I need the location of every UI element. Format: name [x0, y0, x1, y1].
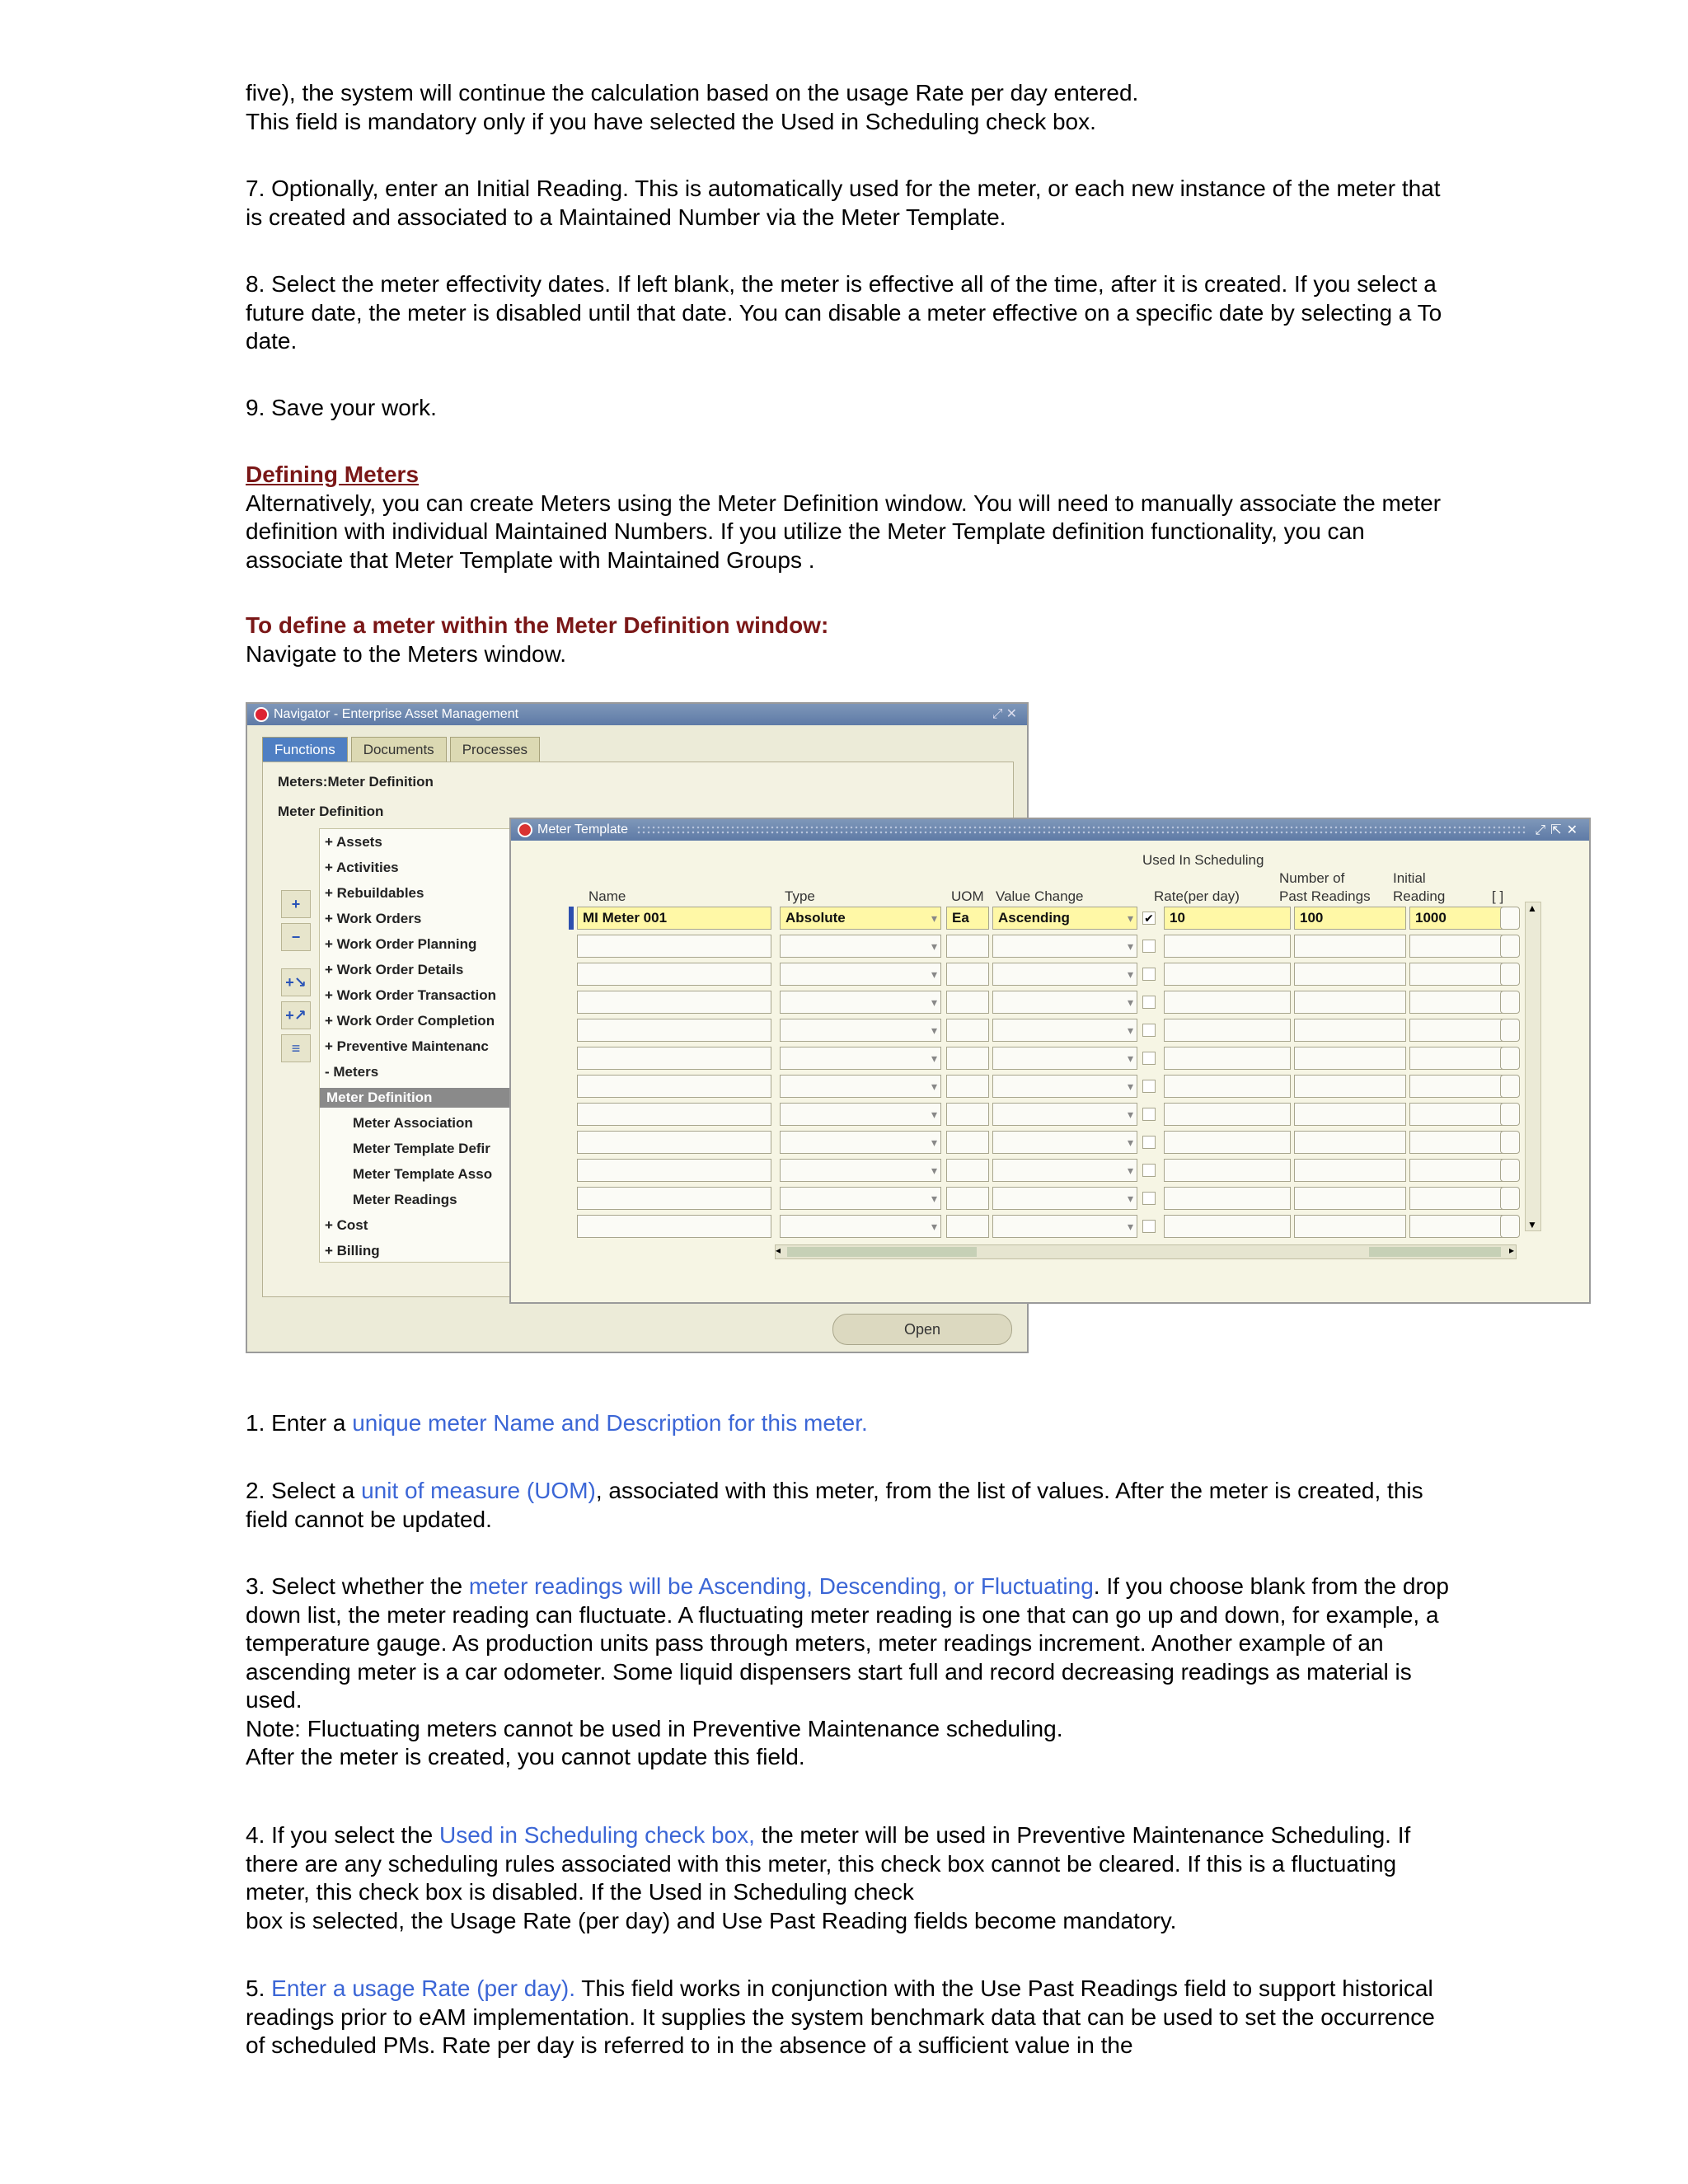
horizontal-scrollbar[interactable] — [775, 1244, 1517, 1259]
tree-item[interactable]: Meter Template Defir — [353, 1141, 490, 1156]
row-flex-cell[interactable] — [1500, 935, 1520, 958]
header-uom: UOM — [951, 888, 984, 904]
empty-cell[interactable] — [577, 1047, 771, 1070]
step-8: 8. Select the meter effectivity dates. If left blank, the meter is effective all of the time, after it is created. If you select a future date, the meter is disabled until that date. You can disable a meter effective on a specific date by selecting a To date. — [246, 271, 1442, 354]
header-used-in-scheduling: Used In Scheduling — [1142, 852, 1264, 868]
empty-cell[interactable] — [1164, 935, 1291, 958]
empty-cell[interactable] — [780, 1159, 941, 1182]
empty-cell[interactable] — [577, 1019, 771, 1042]
step-1-highlight: unique meter Name and Description for this meter. — [352, 1410, 868, 1436]
scroll-right-icon[interactable]: ▸ — [1508, 1244, 1514, 1256]
empty-cell[interactable] — [946, 1187, 989, 1210]
empty-cell[interactable] — [946, 1103, 989, 1126]
empty-cell[interactable] — [1409, 935, 1508, 958]
step-2-highlight: unit of measure (UOM) — [361, 1478, 596, 1503]
empty-cell[interactable] — [1294, 935, 1406, 958]
scroll-up-icon[interactable]: ▲ — [1527, 902, 1537, 914]
row-flex-cell[interactable] — [1500, 907, 1520, 930]
header-reading: Reading — [1393, 888, 1446, 904]
header-type: Type — [785, 888, 815, 904]
expand-all-icon[interactable]: +↗ — [281, 1001, 311, 1029]
vertical-scrollbar[interactable] — [1525, 902, 1541, 1231]
section-title: Defining Meters — [246, 462, 420, 487]
empty-cell[interactable] — [780, 935, 941, 958]
empty-cell[interactable] — [992, 1047, 1137, 1070]
step-2-rest: , associated with this meter, from the list of values. After the meter is created, this field cannot be updated. — [246, 1478, 1423, 1532]
empty-cell[interactable] — [1294, 1047, 1406, 1070]
empty-cell[interactable] — [1409, 1103, 1508, 1126]
empty-cell[interactable] — [992, 1075, 1137, 1098]
step-3-highlight: meter readings will be Ascending, Descending, or Fluctuating — [468, 1573, 1094, 1599]
empty-cell[interactable] — [1409, 963, 1508, 986]
used-in-scheduling-checkbox[interactable]: ✔ — [1142, 912, 1156, 925]
navigator-tabs — [262, 737, 540, 762]
row-flex-cell[interactable] — [1500, 1019, 1520, 1042]
empty-cell[interactable] — [1409, 1159, 1508, 1182]
row-flex-cell[interactable] — [1500, 1159, 1520, 1182]
meter-template-titlebar — [511, 819, 1589, 841]
used-in-scheduling-checkbox[interactable] — [1142, 1164, 1156, 1177]
titlebar-pattern — [636, 825, 1526, 835]
step-3-text: 3. Select whether the — [246, 1573, 469, 1599]
step-4 — [246, 1821, 1449, 1907]
empty-cell[interactable] — [992, 1103, 1137, 1126]
empty-cell[interactable] — [992, 935, 1137, 958]
empty-cell[interactable] — [780, 1215, 941, 1238]
intro-block — [246, 79, 1449, 136]
intro-line-2: This field is mandatory only if you have selected the Used in Scheduling check box. — [246, 108, 1096, 134]
row-flex-cell[interactable] — [1500, 1075, 1520, 1098]
empty-cell[interactable] — [577, 935, 771, 958]
header-initial: Initial — [1393, 870, 1426, 886]
empty-cell[interactable] — [992, 991, 1137, 1014]
used-in-scheduling-checkbox[interactable] — [1142, 1136, 1156, 1149]
empty-cell[interactable] — [946, 991, 989, 1014]
empty-cell[interactable] — [577, 1103, 771, 1126]
empty-cell[interactable] — [1294, 963, 1406, 986]
tree-item[interactable]: + Cost — [325, 1217, 368, 1233]
header-rate: Rate(per day) — [1154, 888, 1240, 904]
used-in-scheduling-checkbox[interactable] — [1142, 1108, 1156, 1121]
step-4-highlight: Used in Scheduling check box, — [439, 1822, 755, 1848]
empty-cell[interactable] — [992, 1215, 1137, 1238]
tree-item[interactable]: + Work Orders — [325, 911, 422, 926]
empty-cell[interactable] — [780, 1047, 941, 1070]
cell-uom[interactable]: Ea — [946, 907, 989, 930]
used-in-scheduling-checkbox[interactable] — [1142, 1080, 1156, 1093]
tree-item[interactable]: + Work Order Details — [325, 962, 464, 977]
scroll-thumb[interactable] — [787, 1247, 977, 1257]
step-5 — [246, 1975, 1449, 2060]
empty-cell[interactable] — [1294, 1159, 1406, 1182]
used-in-scheduling-checkbox[interactable] — [1142, 1052, 1156, 1065]
empty-cell[interactable] — [1164, 1075, 1291, 1098]
empty-cell[interactable] — [1164, 991, 1291, 1014]
empty-cell[interactable] — [1164, 1159, 1291, 1182]
row-flex-cell[interactable] — [1500, 963, 1520, 986]
empty-cell[interactable] — [780, 1019, 941, 1042]
used-in-scheduling-checkbox[interactable] — [1142, 996, 1156, 1009]
header-past-readings: Past Readings — [1279, 888, 1371, 904]
tree-item[interactable]: + Billing — [325, 1243, 380, 1258]
empty-cell[interactable] — [1164, 1047, 1291, 1070]
cell-past-readings[interactable]: 100 — [1294, 907, 1406, 930]
intro-line-1: five), the system will continue the calculation based on the usage Rate per day entered. — [246, 80, 1139, 105]
step-1 — [246, 1409, 1449, 1438]
expand-branch-icon[interactable]: +↘ — [281, 968, 311, 996]
empty-cell[interactable] — [1164, 1131, 1291, 1154]
empty-cell[interactable] — [1294, 1187, 1406, 1210]
empty-cell[interactable] — [577, 1131, 771, 1154]
row-flex-cell[interactable] — [1500, 1131, 1520, 1154]
tree-item[interactable]: + Work Order Planning — [325, 936, 477, 952]
step-2 — [246, 1477, 1449, 1534]
empty-cell[interactable] — [1409, 1187, 1508, 1210]
step-4-line-2: box is selected, the Usage Rate (per day) and Use Past Reading fields become mandatory. — [246, 1907, 1177, 1933]
collapse-all-icon[interactable]: ≡ — [281, 1034, 311, 1062]
step-3-after: After the meter is created, you cannot update this field. — [246, 1744, 805, 1769]
navigator-title: Navigator - Enterprise Asset Management — [274, 707, 519, 721]
tree-item[interactable]: - Meters — [325, 1064, 379, 1080]
oracle-icon — [518, 823, 532, 837]
breadcrumb: Meters:Meter Definition — [278, 774, 434, 790]
tree-item[interactable]: Meter Readings — [353, 1192, 457, 1207]
empty-cell[interactable] — [946, 1159, 989, 1182]
cell-type[interactable]: Absolute ▾ — [780, 907, 941, 930]
empty-cell[interactable] — [780, 1131, 941, 1154]
collapse-icon[interactable]: − — [281, 923, 311, 951]
tree-item[interactable]: Meter Association — [353, 1115, 473, 1131]
step-5-text: 5. — [246, 1975, 272, 2001]
tree-item-selected[interactable]: Meter Definition — [320, 1088, 511, 1108]
used-in-scheduling-checkbox[interactable] — [1142, 1220, 1156, 1233]
meter-template-title: Meter Template — [537, 823, 628, 837]
empty-cell[interactable] — [946, 1075, 989, 1098]
empty-cell[interactable] — [946, 1215, 989, 1238]
empty-cell[interactable] — [780, 1187, 941, 1210]
selected-function: Meter Definition — [278, 804, 384, 819]
step-1-text: 1. Enter a — [246, 1410, 353, 1436]
cell-rate[interactable]: 10 — [1164, 907, 1291, 930]
empty-cell[interactable] — [577, 1215, 771, 1238]
tab-documents[interactable]: Documents — [351, 737, 447, 762]
expand-icon[interactable]: + — [281, 890, 311, 918]
scroll-left-icon[interactable]: ◂ — [776, 1244, 781, 1256]
empty-cell[interactable] — [1409, 1047, 1508, 1070]
open-button[interactable]: Open — [832, 1314, 1012, 1345]
screenshot — [246, 702, 1591, 1361]
empty-cell[interactable] — [1294, 1215, 1406, 1238]
tree-item[interactable]: + Work Order Transaction — [325, 987, 497, 1003]
empty-cell[interactable] — [577, 1159, 771, 1182]
empty-cell[interactable] — [1294, 1103, 1406, 1126]
cell-name[interactable]: MI Meter 001 — [577, 907, 771, 930]
tree-item[interactable]: + Rebuildables — [325, 885, 424, 901]
empty-cell[interactable] — [577, 1075, 771, 1098]
step-2-text: 2. Select a — [246, 1478, 362, 1503]
used-in-scheduling-checkbox[interactable] — [1142, 1024, 1156, 1037]
empty-cell[interactable] — [577, 963, 771, 986]
empty-cell[interactable] — [946, 1019, 989, 1042]
scroll-thumb[interactable] — [1369, 1247, 1501, 1257]
empty-cell[interactable] — [1409, 1131, 1508, 1154]
step-9: 9. Save your work. — [246, 395, 437, 420]
oracle-icon — [254, 707, 269, 722]
empty-cell[interactable] — [780, 1103, 941, 1126]
window-controls-icon[interactable]: ⤢⇱✕ — [1535, 823, 1582, 837]
empty-cell[interactable] — [1294, 1075, 1406, 1098]
step-5-highlight: Enter a usage Rate (per day). — [271, 1975, 576, 2001]
tab-functions[interactable]: Functions — [262, 737, 348, 762]
sub-title: To define a meter within the Meter Definition window: — [246, 612, 829, 638]
used-in-scheduling-checkbox[interactable] — [1142, 940, 1156, 953]
header-name: Name — [588, 888, 626, 904]
step-3 — [246, 1572, 1449, 1715]
empty-cell[interactable] — [992, 1187, 1137, 1210]
cell-initial-reading[interactable]: 1000 — [1409, 907, 1508, 930]
empty-cell[interactable] — [577, 991, 771, 1014]
tree-item[interactable]: Meter Template Asso — [353, 1166, 493, 1182]
step-3-rest: . If you choose blank from the drop down list, the meter reading can fluctuate. A fluctuating meter reading is one that can go up and down, for example, a temperature gauge. As production units pass through meters, meter readings increment. Another example of an ascending meter is a car odometer. Some liquid dispensers start full and record decreasing readings as material is used. — [246, 1573, 1449, 1713]
used-in-scheduling-checkbox[interactable] — [1142, 1192, 1156, 1205]
used-in-scheduling-checkbox[interactable] — [1142, 968, 1156, 981]
cell-value-change[interactable]: Ascending ▾ — [992, 907, 1137, 930]
empty-cell[interactable] — [1409, 991, 1508, 1014]
empty-cell[interactable] — [946, 1131, 989, 1154]
tab-processes[interactable]: Processes — [450, 737, 540, 762]
step-3-note: Note: Fluctuating meters cannot be used in Preventive Maintenance scheduling. — [246, 1715, 1063, 1741]
empty-cell[interactable] — [1164, 1215, 1291, 1238]
empty-cell[interactable] — [992, 1159, 1137, 1182]
empty-cell[interactable] — [780, 963, 941, 986]
empty-cell[interactable] — [1164, 963, 1291, 986]
empty-cell[interactable] — [1409, 1019, 1508, 1042]
row-flex-cell[interactable] — [1500, 991, 1520, 1014]
empty-cell[interactable] — [946, 963, 989, 986]
row-flex-cell[interactable] — [1500, 1047, 1520, 1070]
step-4-text: 4. If you select the — [246, 1822, 440, 1848]
header-bracket: [ ] — [1492, 888, 1504, 904]
empty-cell[interactable] — [1294, 991, 1406, 1014]
header-number-of: Number of — [1279, 870, 1345, 886]
empty-cell[interactable] — [780, 991, 941, 1014]
empty-cell[interactable] — [1409, 1215, 1508, 1238]
tree-item[interactable]: + Activities — [325, 860, 399, 875]
empty-cell[interactable] — [992, 1019, 1137, 1042]
empty-cell[interactable] — [1294, 1019, 1406, 1042]
step-7: 7. Optionally, enter an Initial Reading. This is automatically used for the meter, or each new instance of the meter that is created and associated to a Maintained Number via the Meter Template. — [246, 176, 1441, 230]
step-4-rest: the meter will be used in Preventive Maintenance Scheduling. If there are any scheduling rules associated with this meter, this check box cannot be cleared. If this is a fluctuating meter, this check box is disabled. If the Used in Scheduling check — [246, 1822, 1411, 1905]
scroll-down-icon[interactable]: ▼ — [1527, 1219, 1537, 1230]
empty-cell[interactable] — [992, 1131, 1137, 1154]
window-controls-icon[interactable]: ⤢✕ — [992, 707, 1020, 721]
empty-cell[interactable] — [1164, 1187, 1291, 1210]
empty-cell[interactable] — [992, 963, 1137, 986]
empty-cell[interactable] — [577, 1187, 771, 1210]
header-value-change: Value Change — [996, 888, 1084, 904]
empty-cell[interactable] — [1164, 1019, 1291, 1042]
empty-cell[interactable] — [1294, 1131, 1406, 1154]
row-flex-cell[interactable] — [1500, 1103, 1520, 1126]
current-row-indicator — [569, 907, 574, 930]
empty-cell[interactable] — [1409, 1075, 1508, 1098]
row-flex-cell[interactable] — [1500, 1187, 1520, 1210]
row-flex-cell[interactable] — [1500, 1215, 1520, 1238]
meter-template-window — [509, 818, 1591, 1304]
tree-item[interactable]: + Work Order Completion — [325, 1013, 495, 1029]
empty-cell[interactable] — [946, 1047, 989, 1070]
empty-cell[interactable] — [946, 935, 989, 958]
step-5-rest: This field works in conjunction with the Use Past Readings field to support historical readings prior to eAM implementation. It supplies the system benchmark data that can be used to set the occurrence of scheduled PMs. Rate per day is referred to in the absence of a sufficient value in the — [246, 1975, 1435, 2058]
navigator-titlebar — [247, 704, 1027, 725]
tree-item[interactable]: + Assets — [325, 834, 382, 850]
empty-cell[interactable] — [780, 1075, 941, 1098]
tree-item[interactable]: + Preventive Maintenanc — [325, 1038, 489, 1054]
empty-cell[interactable] — [1164, 1103, 1291, 1126]
nav-instruction: Navigate to the Meters window. — [246, 640, 567, 667]
section-body: Alternatively, you can create Meters using the Meter Definition window. You will need to manually associate the meter definition with individual Maintained Numbers. If you utilize the Meter Template definition functionality, you can associate that Meter Template with Maintained Groups . — [246, 490, 1442, 573]
